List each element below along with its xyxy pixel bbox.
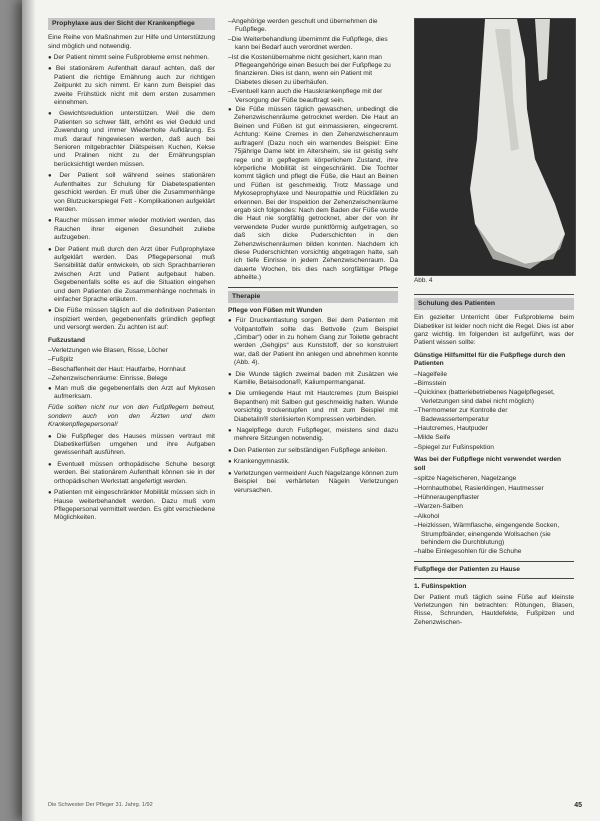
list-item: ● Die Füße müssen täglich gewaschen, unbedingt die Zehenzwischenräume getrocknet werden. Die Haut an Beinen und Füßen ist gut einmassieren, eingecremt. Achtung: Keine Cremes in den Zehenzwischenraum auftragen! (Dazu noch ein warnendes Beispiel: Eine 75jährige Dame lebt im Altersheim, sie ist geistig sehr rege und in gepflegtem körperlichem Zustand, ihre körperliche Mobilität ist eingeschränkt. Die Tochter kommt täglich und pflegt die Füße, die Haut an Beinen und Füßen ist geschmeidig. Trotz Massage und Mykoseprophylaxe und Neuropathie und Rückfällen zu erkennen. Bei der Inspektion der Zehenzwischenräume ergab sich folgendes: Nach dem Baden der Füße wurde die Haut nie sorgfältig getrocknet, aber der von ihr verwendete Puder wurde punktförmig aufgetragen, so daß sich dicke Puderschichten in den Zehenzwischenräumen bilden konnten. Nachdem ich diese Puderschichten vorsichtig abgetragen hatte, sah ich tiefe Einrisse in jedem Zehenzwischenraum. Da dauerte Wochen, bis dies nach sorgfältiger Pflege abheilte.) — [228, 106, 398, 283]
list-item: ● Nagelpflege durch Fußpfleger, meistens sind dazu mehrere Sitzungen notwendig. — [228, 427, 398, 444]
list-item: ● Die Wunde täglich zweimal baden mit Zusätzen wie Kamille, Betaisodona®, Kaliumpermanganat. — [228, 371, 398, 388]
section-heading-zu-hause: Fußpflege der Patienten zu Hause — [414, 565, 520, 573]
list-item: – Angehörige werden geschult und übernehmen die Fußpflege. — [228, 18, 398, 35]
list-item: – Beschaffenheit der Haut: Hautfarbe, Hornhaut — [48, 366, 215, 374]
list-item: ● Die Fußpfleger des Hauses müssen vertraut mit Diabetikerfüßen umgehen und ihre Aufgaben gewissenhaft ausführen. — [48, 433, 215, 458]
list-item: – Hautcremes, Hautpuder — [414, 425, 574, 433]
list-item: – spitze Nagelscheren, Nagelzange — [414, 475, 574, 483]
list-item: ● Die Füße müssen täglich auf die definitiven Patienten inspiziert werden, gegebenenfalls gründlich gepflegt und versorgt werden. Zu achten ist auf: — [48, 307, 215, 332]
figure-caption: Abb. 4 — [414, 277, 433, 284]
list-item: – Bimsstein — [414, 380, 574, 388]
list-item: ● Man muß die gegebenenfalls den Arzt auf Mykosen aufmerksam. — [48, 385, 215, 402]
list-item: – Nagelfeile — [414, 371, 574, 379]
list-item: – Fußpilz — [48, 356, 215, 364]
list-item: – Hühneraugenpflaster — [414, 494, 574, 502]
list-item: ● Raucher müssen immer wieder motiviert werden, das Rauchen ihrer eigenen Gesundheit zuliebe aufzugeben. — [48, 217, 215, 242]
list-item: – Warzen-Salben — [414, 503, 574, 511]
list-item: – Ist die Kostenübernahme nicht gesichert, kann man Pflegeangehörige einen Besuch bei der Fußpflege zu finanzieren. Dies ist dann, wenn ein Patient mit Diabetes diesen zu überhäufen. — [228, 54, 398, 88]
foot-condition-list — [48, 347, 215, 384]
list-item: ● Gewichtsreduktion unterstützen. Weil die dem Patienten so schwer fällt, erhöht es viel Geduld und Zuwendung und immer Wiederholte Aufklärung. Es muß darauf hingewiesen werden, daß auch bei Senioren mitgebrachter Diätspeisen Kuchen, Kekse und Pralinen nicht zu der Ernährungsplan berücksichtigt werden müssen. — [48, 110, 215, 169]
cast-foot-illustration — [415, 19, 575, 275]
nicht-verwenden-list — [414, 475, 574, 557]
column-left — [48, 18, 215, 526]
list-item: ● Bei stationärem Aufenthalt darauf achten, daß der Patient die richtige Ernährung auch zur richtigen Zeitpunkt zu sich nimmt. Er kann zum Beispiel das zweite Frühstück nicht mit dem ersten zusammen einnehmen. — [48, 65, 215, 107]
list-item: – Eventuell kann auch die Hauskrankenpflege mit der Versorgung der Füße beauftragt sein. — [228, 88, 398, 105]
section-heading-prophylaxe: Prophylaxe aus der Sicht der Krankenpflege — [48, 18, 215, 30]
therapy-list — [228, 317, 398, 495]
divider — [414, 294, 574, 295]
list-item: – Hornhauthobel, Rasierklingen, Hautmesser — [414, 485, 574, 493]
subheading-fussinspektion: 1. Fußinspektion — [414, 583, 467, 591]
list-item: ● Der Patient nimmt seine Fußprobleme ernst nehmen. — [48, 54, 215, 62]
section-heading-schulung: Schulung des Patienten — [414, 298, 574, 310]
list-item: ● Die umliegende Haut mit Hautcremes (zum Beispiel Bepanthen) mit Salben gut geschmeidig halten. Wunde vorsichtig trockentupfen und mit zum Beispiel mit Diabetalin® sterilisierten Kompressen verbinden. — [228, 390, 398, 424]
list-item: ● Krankengymnastik. — [228, 458, 398, 466]
list-item: – Thermometer zur Kontrolle der Badewassertemperatur — [414, 407, 574, 424]
journal-footer: Die Schwester Der Pfleger 31. Jahrg. 1/92 — [48, 802, 153, 808]
list-item: ● Für Druckentlastung sorgen. Bei dem Patienten mit Vollpantoffeln sollte das Bettvolle (zum Beispiel „Cimbar“) oder in zu hohem Gang zur Toilette gebracht werden „Gehgips“ aus Kunststoff, der so konstruiert war, daß der Patient ihn anlegen und abnehmen konnte (Abb. 4). — [228, 317, 398, 367]
divider — [414, 561, 574, 562]
subheading-hilfsmittel: Günstige Hilfsmittel für die Fußpflege durch den Patienten — [414, 351, 566, 368]
column-right — [414, 290, 574, 630]
section-heading-therapie: Therapie — [228, 291, 398, 303]
bullet-list-1 — [48, 54, 215, 333]
list-item: – Die Weiterbehandlung übernimmt die Fußpflege, dies kann bei Bedarf auch verordnet werden. — [228, 36, 398, 53]
divider — [414, 578, 574, 579]
list-item: – Zehenzwischenräume: Einrisse, Belege — [48, 375, 215, 383]
page-number: 45 — [574, 802, 582, 809]
list-item: – Quickinex (batteriebetriebenes Nagelpflegeset, Verletzungen sind dabei nicht möglich) — [414, 389, 574, 406]
list-item: ● Der Patient soll während seines stationären Aufenthaltes zur Schulung für Diabetespatienten geschickt werden. Er muß über die Zusammenhänge von Blutzuckerspiegel Fett - Komplikationen aufgeklärt werden. — [48, 172, 215, 214]
list-item: – Heizkissen, Wärmflasche, eingengende Socken, Strumpfbänder, einengende Wollsachen (sie behindern die Durchblutung) — [414, 522, 574, 547]
intro-paragraph: Eine Reihe von Maßnahmen zur Hilfe und Unterstützung sind möglich und notwendig. — [48, 34, 215, 50]
subheading-nicht-verwenden: Was bei der Fußpflege nicht verwendet werden soll — [414, 456, 562, 472]
hilfsmittel-list — [414, 371, 574, 453]
inspektion-paragraph: Der Patient muß täglich seine Füße auf kleinste Verletzungen hin betrachten: Rötungen, Blasen, Risse, Schrunden, Hautdefekte, Fußpilzen und Zehenzwischen- — [414, 593, 574, 626]
foot-condition-title: Fußzustand — [48, 336, 85, 344]
list-item: – halbe Einlegesohlen für die Schuhe — [414, 548, 574, 556]
list-item: ● Den Patienten zur selbständigen Fußpflege anleiten. — [228, 447, 398, 455]
column-middle — [228, 18, 398, 498]
list-item: – Milde Seife — [414, 434, 574, 442]
continued-list — [228, 18, 398, 105]
list-item: ● Verletzungen vermeiden! Auch Nagelzange können zum Beispiel bei verhärteten Nägeln Verletzungen verursachen. — [228, 470, 398, 495]
list-item: – Alkohol — [414, 513, 574, 521]
list-item: – Spiegel zur Fußinspektion — [414, 444, 574, 452]
divider — [228, 287, 398, 288]
list-item: – Verletzungen wie Blasen, Risse, Löcher — [48, 347, 215, 355]
list-item: ● Der Patient muß durch den Arzt über Fußprophylaxe aufgeklärt werden. Das Pflegepersonal muß Sensibilität dafür entwickeln, ob sich Sprachbarrieren zwischen Arzt und Patient aufgebaut haben. Gegebenenfalls sollte es auf die Situation eingehen und dem Patienten die Zusammenhänge nochmals in einfacher Sprache erläutern. — [48, 246, 215, 305]
subheading-wunden: Pflege von Füßen mit Wunden — [228, 306, 323, 314]
list-item: ● Eventuell müssen orthopädische Schuhe besorgt werden. Bei stationärem Aufenthalt können sie in der orthopädischen Werkstatt angefertigt werden. — [48, 461, 215, 486]
schulung-paragraph: Ein gezielter Unterricht über Fußprobleme beim Diabetiker ist leider noch nicht die Regel. Dies ist aber ganz wichtig. Im folgenden ist aufgeführt, was der Patient wissen sollte: — [414, 314, 574, 347]
photo-gehgips — [414, 18, 576, 276]
list-item: ● Patienten mit eingeschränkter Mobilität müssen sich in Hause weiterbehandelt werden. Dazu muß vom Pflegepersonal vermittelt werden. Es gibt verschiedene Möglichkeiten. — [48, 489, 215, 523]
italic-note: Füße sollten nicht nur von den Fußpflegern betreut, sondern auch von den Ärzten und dem Krankenpflegepersonal! — [48, 404, 215, 429]
